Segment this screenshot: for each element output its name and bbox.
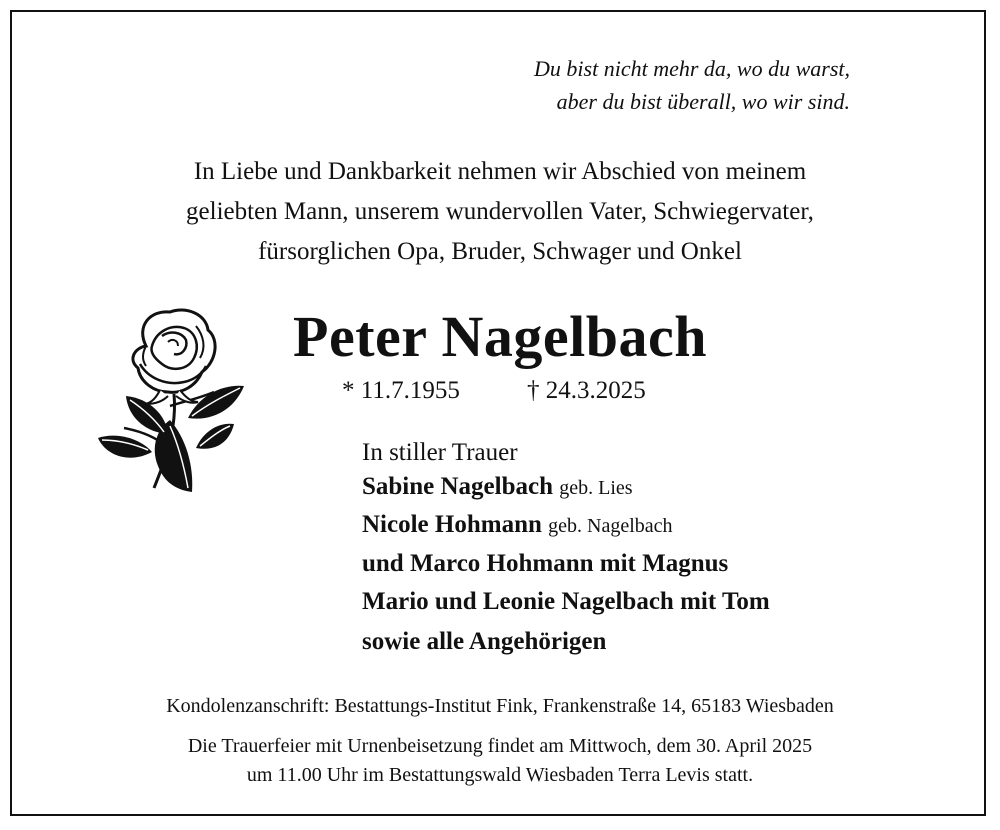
motto-line-2: aber du bist überall, wo wir sind. xyxy=(556,89,850,114)
mourner-2-name: Nicole Hohmann xyxy=(362,511,542,538)
mourner-line-3: und Marco Hohmann mit Magnus xyxy=(362,550,729,577)
intro-line-1: In Liebe und Dankbarkeit nehmen wir Abschied von meinem xyxy=(193,158,807,185)
birth-date: * 11.7.1955 xyxy=(342,377,460,404)
death-date: † 24.3.2025 xyxy=(527,377,646,404)
ceremony-line-1: Die Trauerfeier mit Urnenbeisetzung findet am Mittwoch, dem 30. April 2025 xyxy=(187,735,813,757)
mourner-1-name: Sabine Nagelbach xyxy=(362,473,554,500)
mourner-1 xyxy=(362,470,770,505)
intro-text xyxy=(0,152,1000,272)
mourner-line-4: Mario und Leonie Nagelbach mit Tom xyxy=(362,588,770,615)
ceremony-line-2: um 11.00 Uhr im Bestattungswald Wiesbaden Terra Levis statt. xyxy=(246,764,754,786)
intro-line-3: fürsorglichen Opa, Bruder, Schwager und Onkel xyxy=(258,238,742,265)
mourner-2-note: geb. Nagelbach xyxy=(548,515,673,537)
address-line: Kondolenzanschrift: Bestattungs-Institut Fink, Frankenstraße 14, 65183 Wiesbaden xyxy=(166,695,834,717)
mourner-1-note: geb. Lies xyxy=(559,477,633,499)
motto-line-1: Du bist nicht mehr da, wo du warst, xyxy=(534,56,850,81)
motto xyxy=(534,52,850,118)
mourners-block xyxy=(362,436,770,662)
mourners-heading: In stiller Trauer xyxy=(362,439,518,466)
deceased-name: Peter Nagelbach xyxy=(293,304,707,369)
mourner-line-5: sowie alle Angehörigen xyxy=(362,628,607,655)
condolence-address xyxy=(0,692,1000,720)
ceremony-info xyxy=(0,732,1000,790)
intro-line-2: geliebten Mann, unserem wundervollen Vater, Schwiegervater, xyxy=(186,198,814,225)
mourner-2 xyxy=(362,505,770,546)
